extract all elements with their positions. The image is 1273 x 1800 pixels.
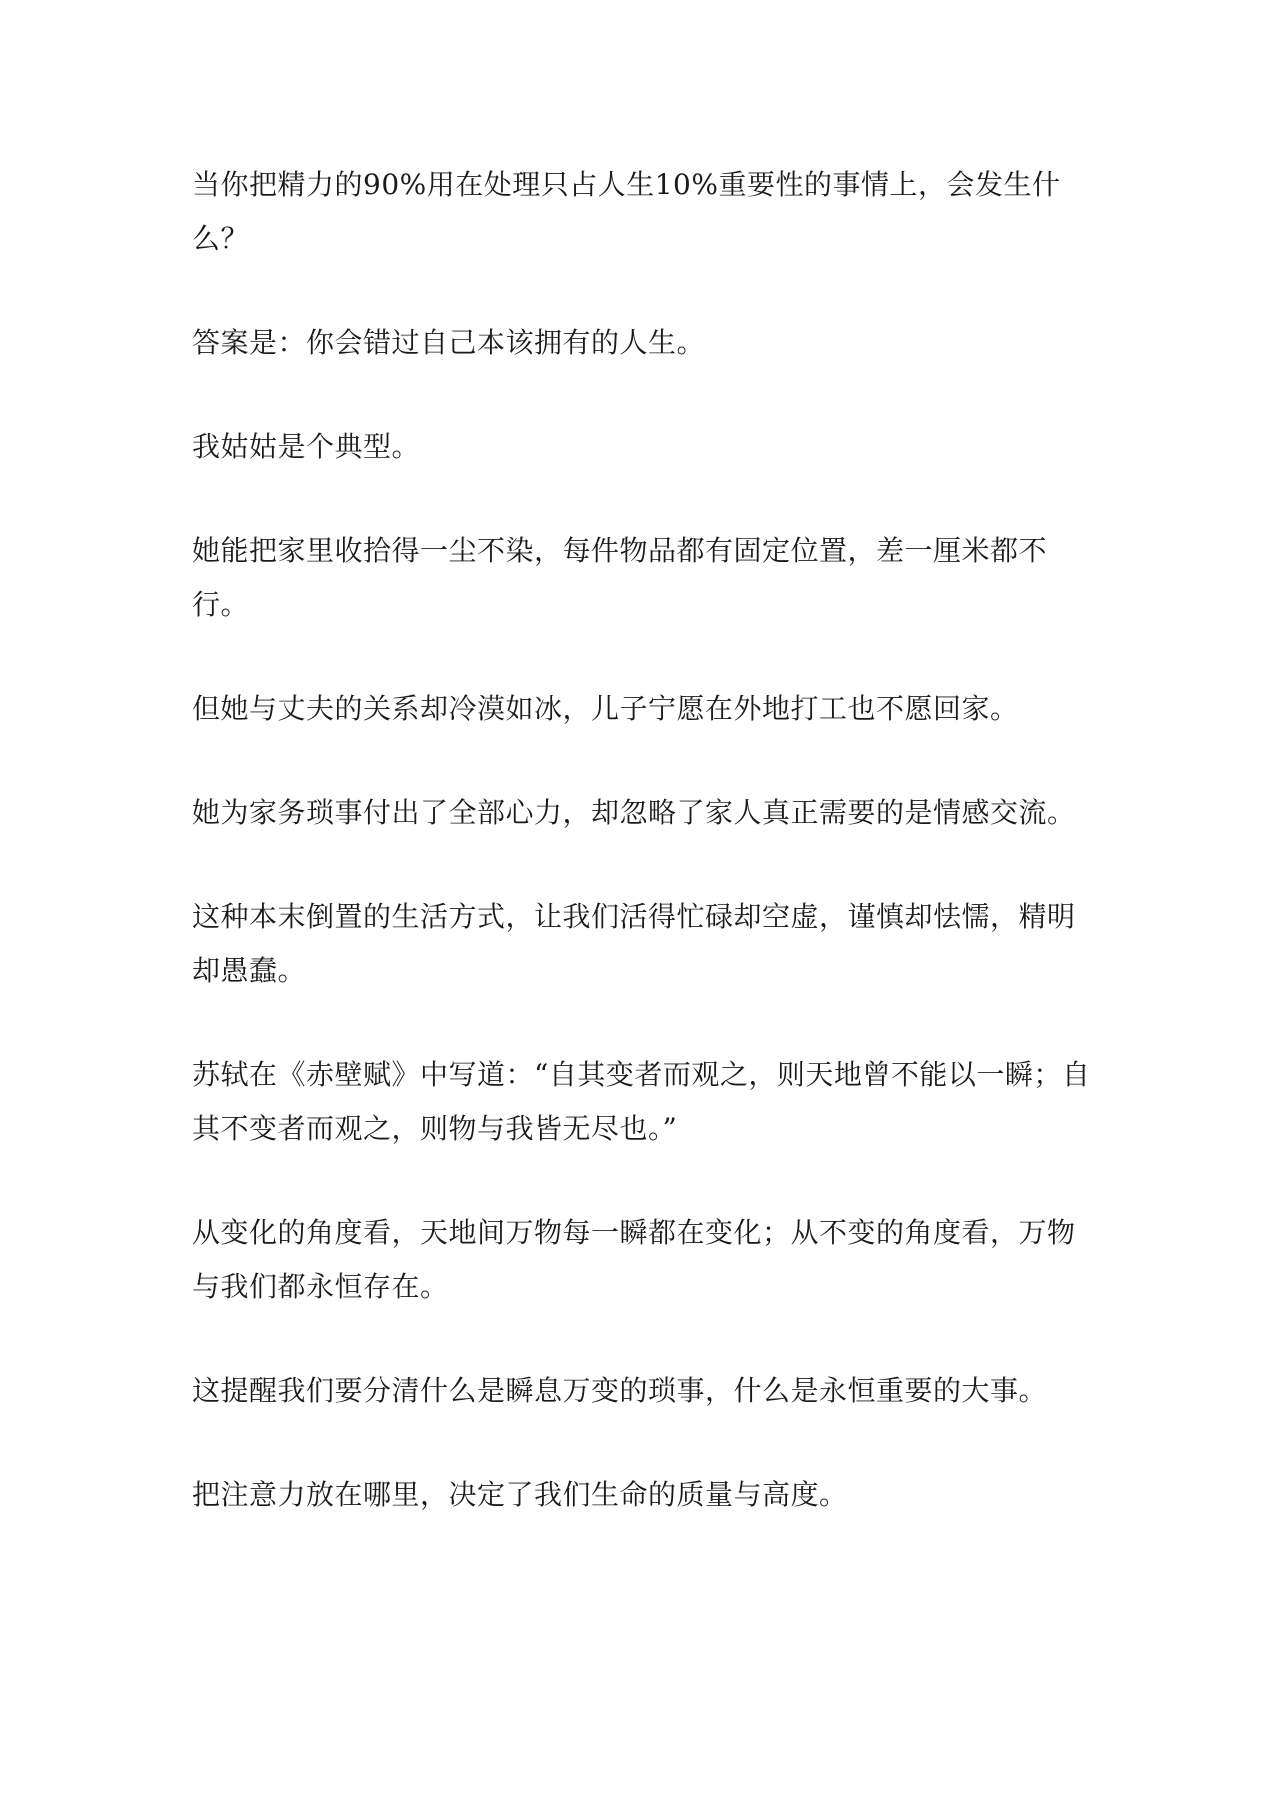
paragraph: 但她与丈夫的关系却冷漠如冰，儿子宁愿在外地打工也不愿回家。	[192, 692, 1019, 725]
paragraph: 把注意力放在哪里，决定了我们生命的质量与高度。	[192, 1478, 848, 1511]
paragraph: 当你把精力的90%用在处理只占人生10%重要性的事情上，会发生什么？	[192, 168, 1061, 255]
document-body	[192, 158, 1092, 1572]
paragraph: 这提醒我们要分清什么是瞬息万变的琐事，什么是永恒重要的大事。	[192, 1374, 1048, 1407]
paragraph: 这种本末倒置的生活方式，让我们活得忙碌却空虚，谨慎却怯懦，精明却愚蠢。	[192, 900, 1076, 987]
paragraph: 我姑姑是个典型。	[192, 430, 421, 463]
paragraph: 答案是：你会错过自己本该拥有的人生。	[192, 326, 706, 359]
paragraph: 苏轼在《赤壁赋》中写道：“自其变者而观之，则天地曾不能以一瞬；自其不变者而观之，则物与我皆无尽也。”	[192, 1058, 1091, 1145]
paragraph: 她为家务琐事付出了全部心力，却忽略了家人真正需要的是情感交流。	[192, 796, 1076, 829]
paragraph: 她能把家里收拾得一尘不染，每件物品都有固定位置，差一厘米都不行。	[192, 534, 1048, 621]
paragraph: 从变化的角度看，天地间万物每一瞬都在变化；从不变的角度看，万物与我们都永恒存在。	[192, 1216, 1076, 1303]
